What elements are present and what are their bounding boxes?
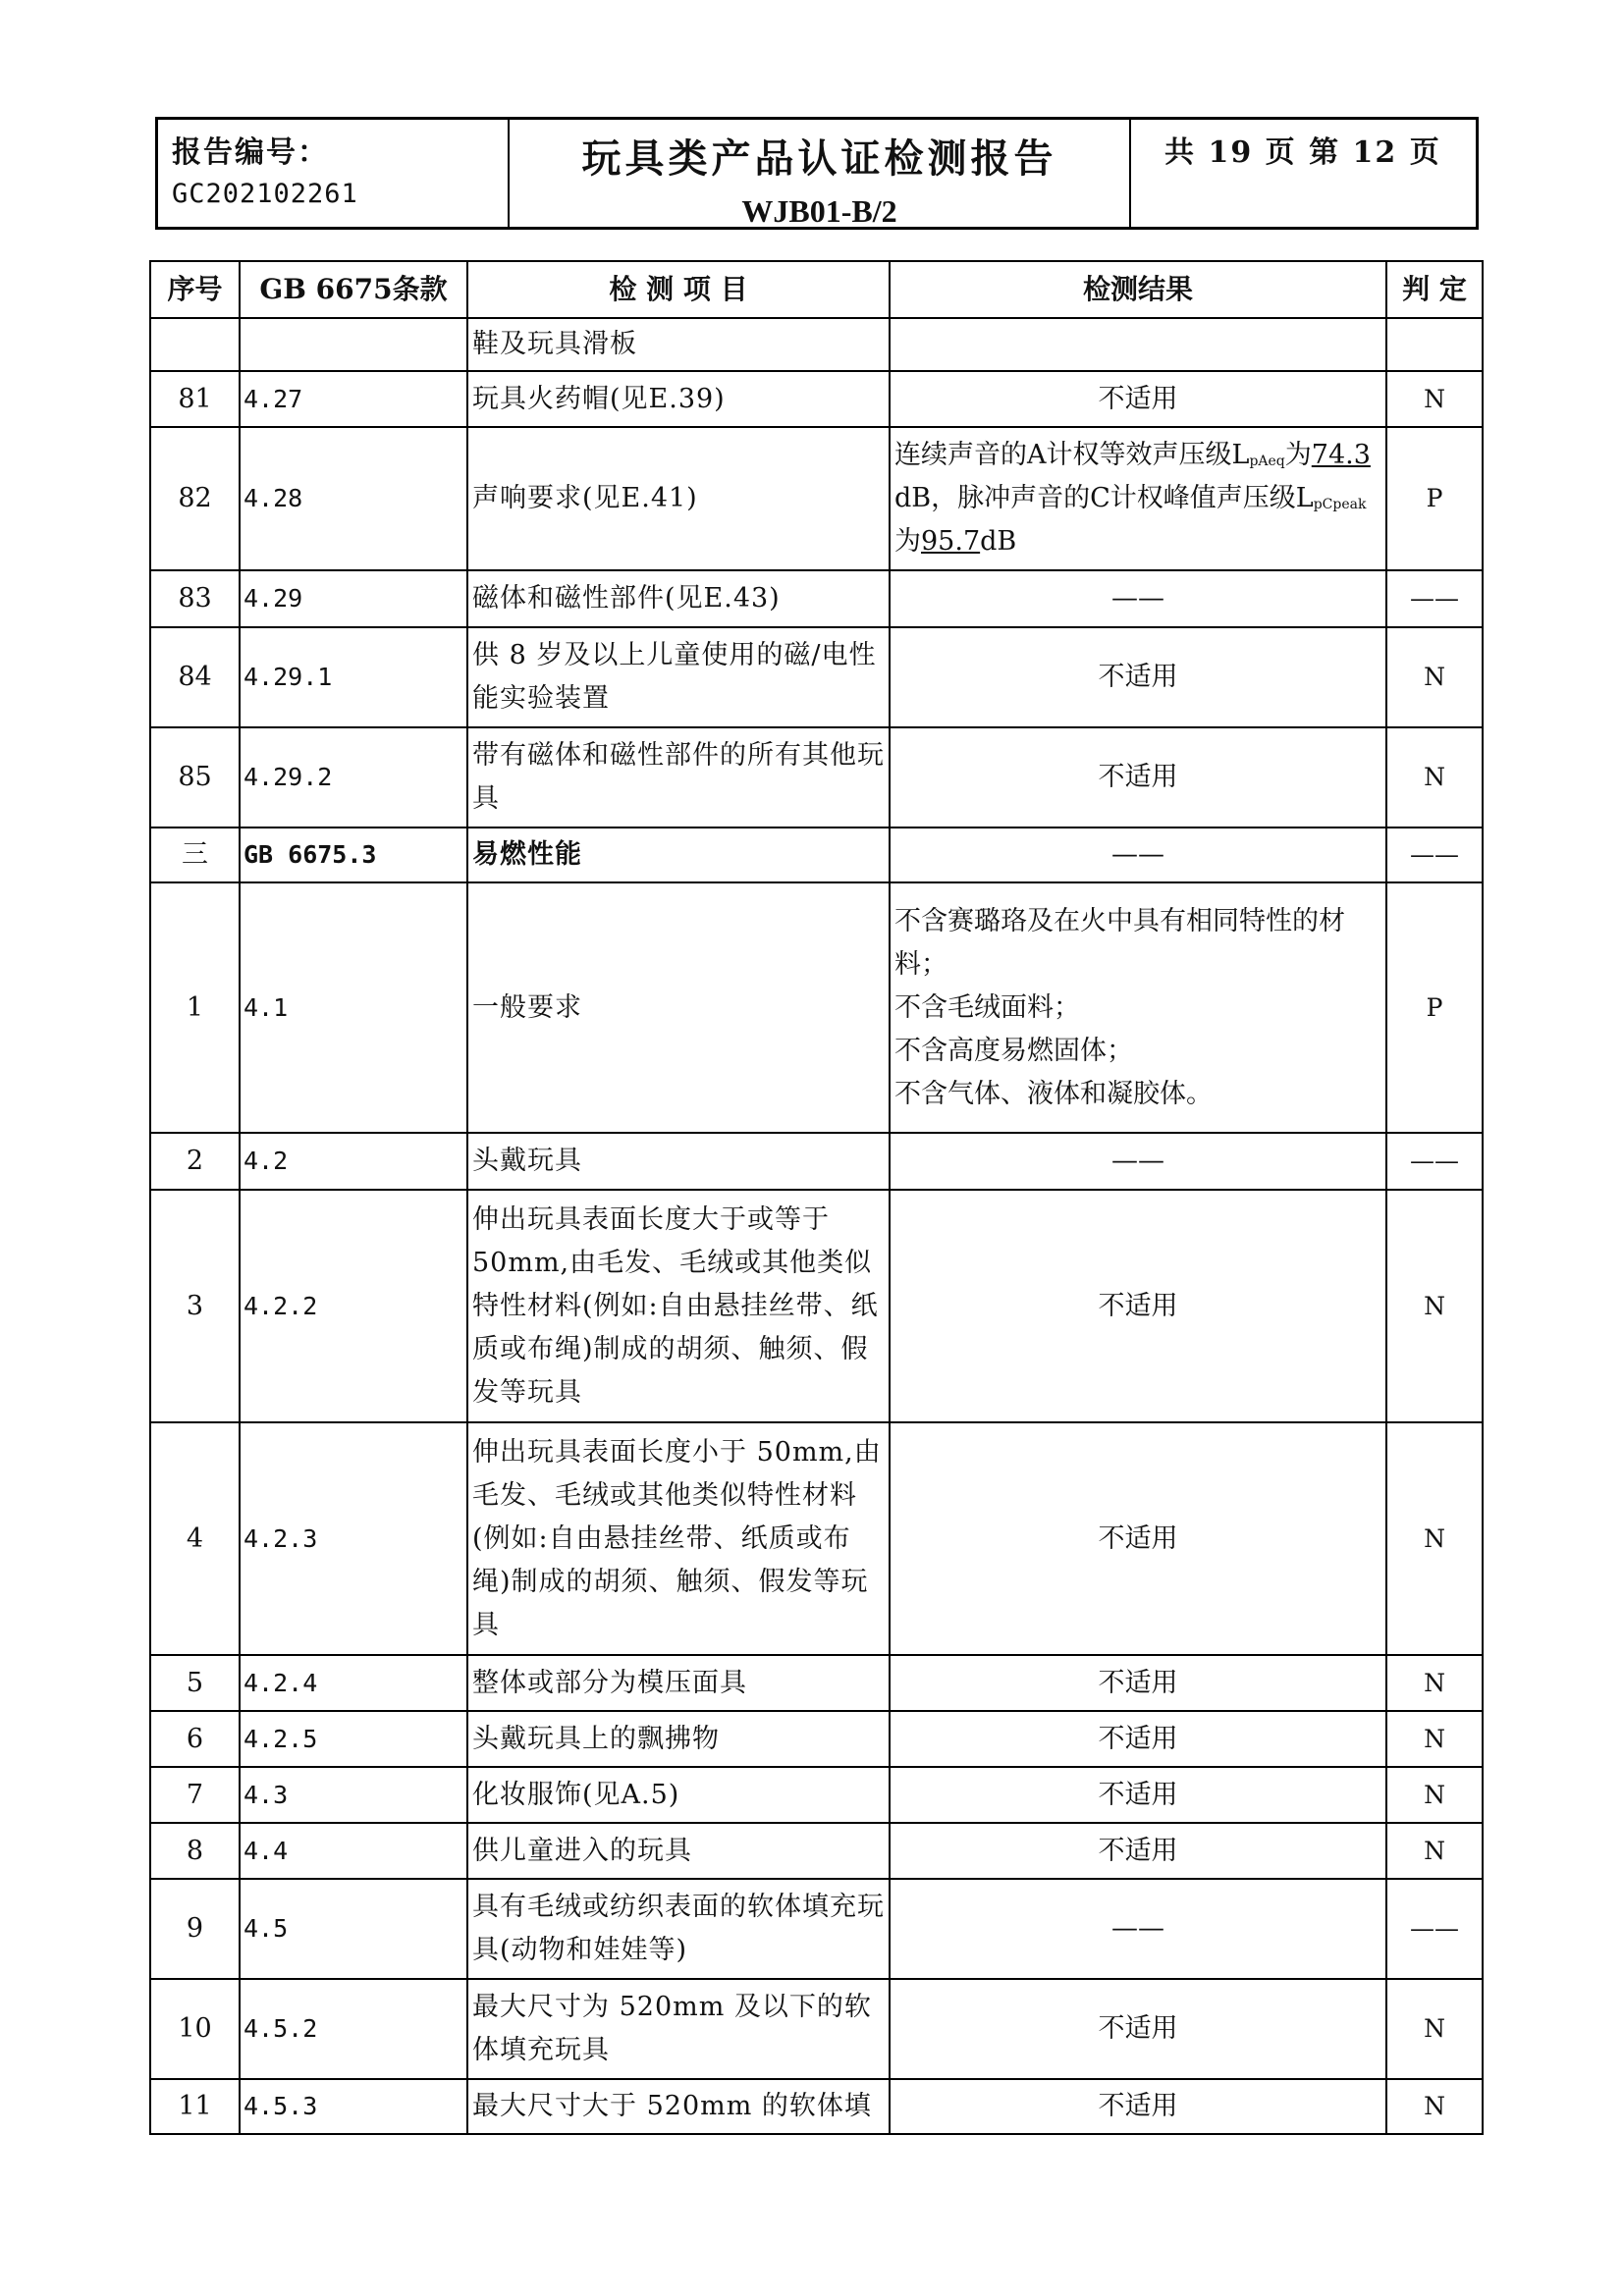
row-no: 9 — [150, 1879, 240, 1979]
row-item: 最大尺寸大于 520mm 的软体填 — [467, 2079, 890, 2134]
report-title: 玩具类产品认证检测报告 — [581, 135, 1057, 182]
row-clause: 4.2.5 — [240, 1711, 467, 1767]
row-item: 供 8 岁及以上儿童使用的磁/电性能实验装置 — [467, 627, 890, 727]
row-verdict: N — [1386, 1767, 1483, 1823]
row-item: 头戴玩具上的飘拂物 — [467, 1711, 890, 1767]
row-clause: 4.5 — [240, 1879, 467, 1979]
result-line: 不含气体、液体和凝胶体。 — [894, 1078, 1213, 1109]
row-clause: 4.4 — [240, 1823, 467, 1879]
row-no: 8 — [150, 1823, 240, 1879]
table-row — [150, 882, 1483, 1133]
row-item: 伸出玩具表面长度大于或等于50mm,由毛发、毛绒或其他类似特性材料(例如:自由悬挂丝带、纸质或布绳)制成的胡须、触须、假发等玩具 — [467, 1190, 890, 1422]
row-result: 不适用 — [890, 1767, 1386, 1823]
row-item: 玩具火药帽(见E.39) — [467, 371, 890, 427]
table-row — [150, 1190, 1483, 1422]
row-clause: 4.2 — [240, 1133, 467, 1190]
row-clause: 4.29.2 — [240, 727, 467, 828]
report-number-cell — [158, 120, 510, 227]
row-item: 一般要求 — [467, 882, 890, 1133]
row-verdict — [1386, 318, 1483, 371]
result-line: 不含赛璐珞及在火中具有相同特性的材料； — [894, 905, 1345, 980]
row-result: 不适用 — [890, 1655, 1386, 1711]
row-result: —— — [890, 570, 1386, 627]
row-no: 10 — [150, 1979, 240, 2079]
row-no: 82 — [150, 427, 240, 570]
row-verdict: —— — [1386, 570, 1483, 627]
row-result: —— — [890, 1133, 1386, 1190]
row-verdict: N — [1386, 1979, 1483, 2079]
row-item: 整体或部分为模压面具 — [467, 1655, 890, 1711]
row-result: 不适用 — [890, 371, 1386, 427]
table-row — [150, 1979, 1483, 2079]
row-verdict: N — [1386, 627, 1483, 727]
row-item: 磁体和磁性部件(见E.43) — [467, 570, 890, 627]
row-no: 4 — [150, 1422, 240, 1655]
sound-text-1: 连续声音的A计权等效声压级L — [894, 440, 1250, 470]
table-section-row — [150, 828, 1483, 882]
row-no: 2 — [150, 1133, 240, 1190]
row-result — [890, 318, 1386, 371]
table-row — [150, 727, 1483, 828]
row-verdict: —— — [1386, 828, 1483, 882]
inspection-table — [149, 260, 1484, 2135]
result-line: 不含毛绒面料； — [894, 991, 1080, 1023]
sound-sub-1: pAeq — [1249, 454, 1285, 469]
section-clause: GB 6675.3 — [240, 828, 467, 882]
report-number: GC202102261 — [172, 179, 358, 209]
row-no: 84 — [150, 627, 240, 727]
row-clause: 4.27 — [240, 371, 467, 427]
col-header-item: 检 测 项 目 — [467, 261, 890, 318]
col-header-verdict: 判 定 — [1386, 261, 1483, 318]
table-row — [150, 1422, 1483, 1655]
sound-value-continuous: 74.3 — [1311, 440, 1371, 470]
row-no: 11 — [150, 2079, 240, 2134]
col-header-no: 序号 — [150, 261, 240, 318]
row-verdict: N — [1386, 1711, 1483, 1767]
page-count-cell — [1131, 120, 1476, 227]
row-item: 伸出玩具表面长度小于 50mm,由毛发、毛绒或其他类似特性材料(例如:自由悬挂丝带、纸质或布绳)制成的胡须、触须、假发等玩具 — [467, 1422, 890, 1655]
col-header-result: 检测结果 — [890, 261, 1386, 318]
row-item: 供儿童进入的玩具 — [467, 1823, 890, 1879]
form-code: WJB01-B/2 — [741, 193, 897, 229]
sound-text-3: dB，脉冲声音的C计权峰值声压级L — [894, 483, 1314, 513]
row-result-sound-level — [890, 427, 1386, 570]
report-number-label: 报告编号： — [172, 135, 329, 170]
row-clause: 4.5.3 — [240, 2079, 467, 2134]
row-result-general — [890, 882, 1386, 1133]
row-no: 7 — [150, 1767, 240, 1823]
row-result: 不适用 — [890, 1422, 1386, 1655]
row-clause: 4.5.2 — [240, 1979, 467, 2079]
table-row — [150, 318, 1483, 371]
row-verdict: P — [1386, 882, 1483, 1133]
row-result: —— — [890, 828, 1386, 882]
row-verdict: N — [1386, 727, 1483, 828]
result-line: 不含高度易燃固体； — [894, 1035, 1133, 1066]
sound-value-peak: 95.7 — [921, 526, 981, 557]
table-row — [150, 1823, 1483, 1879]
row-no — [150, 318, 240, 371]
row-item: 化妆服饰(见A.5) — [467, 1767, 890, 1823]
col-header-clause: GB 6675条款 — [240, 261, 467, 318]
row-verdict: N — [1386, 1823, 1483, 1879]
row-verdict: N — [1386, 2079, 1483, 2134]
row-verdict: N — [1386, 1655, 1483, 1711]
section-no: 三 — [150, 828, 240, 882]
table-row — [150, 1767, 1483, 1823]
table-header-row — [150, 261, 1483, 318]
row-item: 具有毛绒或纺织表面的软体填充玩具(动物和娃娃等) — [467, 1879, 890, 1979]
row-clause: 4.29.1 — [240, 627, 467, 727]
table-row — [150, 1711, 1483, 1767]
row-result: —— — [890, 1879, 1386, 1979]
row-clause: 4.3 — [240, 1767, 467, 1823]
section-title: 易燃性能 — [467, 828, 890, 882]
row-clause: 4.29 — [240, 570, 467, 627]
row-item: 最大尺寸为 520mm 及以下的软体填充玩具 — [467, 1979, 890, 2079]
row-item: 声响要求(见E.41) — [467, 427, 890, 570]
report-header — [155, 117, 1479, 230]
row-verdict: N — [1386, 1190, 1483, 1422]
row-no: 6 — [150, 1711, 240, 1767]
sound-text-5: dB — [980, 526, 1017, 557]
row-verdict: —— — [1386, 1133, 1483, 1190]
row-clause: 4.1 — [240, 882, 467, 1133]
row-verdict: P — [1386, 427, 1483, 570]
sound-text-4: 为 — [894, 526, 921, 557]
table-row — [150, 427, 1483, 570]
row-clause: 4.2.3 — [240, 1422, 467, 1655]
row-clause: 4.2.2 — [240, 1190, 467, 1422]
table-row — [150, 570, 1483, 627]
row-no: 5 — [150, 1655, 240, 1711]
row-result: 不适用 — [890, 1979, 1386, 2079]
table-row — [150, 371, 1483, 427]
sound-text-2: 为 — [1284, 440, 1312, 470]
row-no: 81 — [150, 371, 240, 427]
row-result: 不适用 — [890, 1190, 1386, 1422]
row-item: 鞋及玩具滑板 — [467, 318, 890, 371]
row-result: 不适用 — [890, 1711, 1386, 1767]
row-verdict: —— — [1386, 1879, 1483, 1979]
row-no: 1 — [150, 882, 240, 1133]
row-clause: 4.2.4 — [240, 1655, 467, 1711]
row-clause — [240, 318, 467, 371]
row-result: 不适用 — [890, 1823, 1386, 1879]
page-count: 共 19 页 第 12 页 — [1164, 135, 1441, 170]
report-title-cell — [510, 120, 1131, 227]
row-result: 不适用 — [890, 2079, 1386, 2134]
row-verdict: N — [1386, 1422, 1483, 1655]
row-verdict: N — [1386, 371, 1483, 427]
row-no: 3 — [150, 1190, 240, 1422]
row-item: 头戴玩具 — [467, 1133, 890, 1190]
table-row — [150, 2079, 1483, 2134]
row-no: 85 — [150, 727, 240, 828]
row-result: 不适用 — [890, 627, 1386, 727]
row-item: 带有磁体和磁性部件的所有其他玩具 — [467, 727, 890, 828]
table-row — [150, 1133, 1483, 1190]
row-result: 不适用 — [890, 727, 1386, 828]
table-row — [150, 1879, 1483, 1979]
table-row — [150, 1655, 1483, 1711]
sound-sub-2: pCpeak — [1313, 497, 1367, 512]
row-clause: 4.28 — [240, 427, 467, 570]
row-no: 83 — [150, 570, 240, 627]
table-row — [150, 627, 1483, 727]
